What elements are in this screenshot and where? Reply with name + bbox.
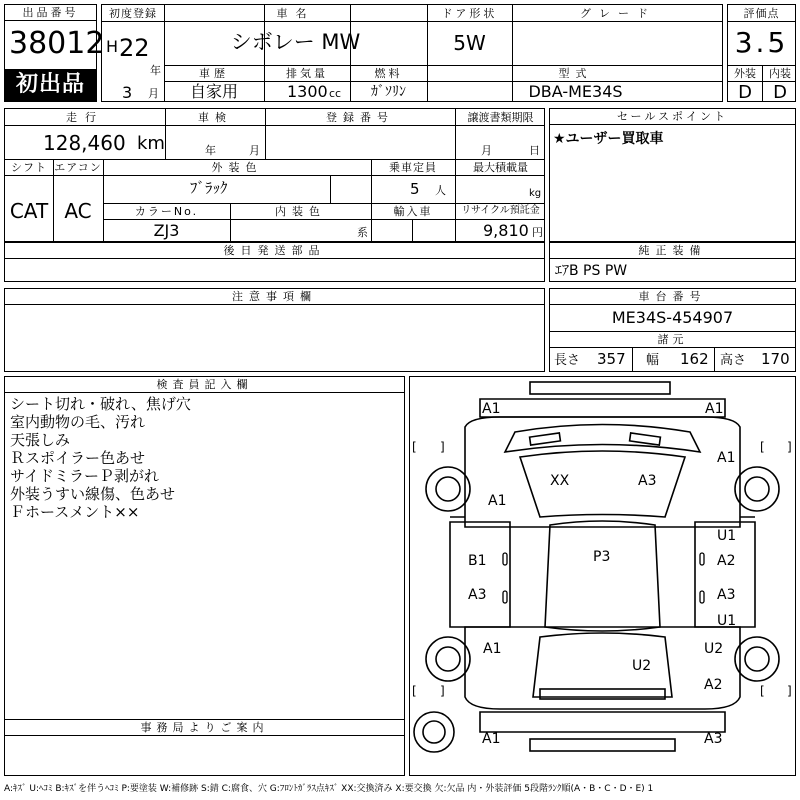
damage-right-rear-door: A3 [717, 587, 736, 603]
reg-month: 3 [122, 83, 133, 102]
capacity-label: 乗車定員 [389, 161, 437, 174]
displacement-label: 排気量 [286, 67, 328, 80]
damage-right-front-door: A2 [717, 553, 736, 569]
model: DBA-ME34S [528, 82, 623, 101]
color-no: ZJ3 [153, 221, 180, 240]
yen-unit: 円 [532, 226, 543, 239]
score: 3.5 [734, 26, 789, 59]
reg-label: 初度登録 [109, 7, 157, 20]
chassis-label: 車台番号 [550, 289, 795, 305]
cc-unit: cc [329, 87, 342, 100]
chassis-number: ME34S-454907 [611, 308, 734, 327]
fuel: ｶﾞｿﾘﾝ [371, 84, 406, 100]
inspector-box [4, 376, 405, 776]
ac: AC [64, 199, 92, 223]
note-line: 外装うすい線傷、色あせ [10, 485, 176, 503]
note-line: Ｆホースメント×× [10, 503, 140, 521]
damage-right-rear-fender: U2 [704, 641, 724, 657]
damage-diagram [409, 376, 796, 776]
svg-text:]: ] [440, 684, 445, 698]
chassis-box [549, 288, 796, 372]
era: H [106, 37, 119, 56]
svg-text:]: ] [440, 440, 445, 454]
damage-right-front-fender: A1 [717, 450, 736, 466]
lot-box [4, 4, 105, 102]
transfer-label: 譲渡書類期限 [467, 111, 534, 124]
damage-front-left: A1 [482, 401, 501, 417]
len-label: 長さ [554, 353, 581, 368]
hgt: 170 [761, 350, 790, 368]
dims-label: 諸元 [657, 333, 688, 346]
len: 357 [597, 350, 626, 368]
damage-front-right: A1 [705, 401, 724, 417]
mileage: 128,460 [43, 131, 126, 155]
svg-text:]: ] [787, 684, 792, 698]
parts-box [4, 242, 545, 282]
car-name: シボレー MW [230, 30, 361, 54]
office-label: 事務局よりご案内 [140, 721, 269, 734]
lot-label: 出品番号 [5, 5, 96, 21]
score-box [727, 4, 796, 102]
note-line: 天張しみ [10, 431, 71, 449]
damage-hood: A3 [638, 473, 657, 489]
ext-color-label: 外装色 [211, 161, 263, 174]
damage-right-rear-door-lower: U1 [717, 613, 737, 629]
import-label: 輸入車 [393, 205, 433, 218]
door-label: ドア形状 [441, 7, 498, 20]
colorno-label: カラーNo. [134, 205, 199, 218]
damage-rear-right: A3 [704, 731, 723, 747]
svg-text:[: [ [412, 440, 417, 454]
year-unit: 年 [150, 64, 161, 77]
damage-windshield: XX [550, 473, 570, 489]
door-type: 5W [453, 31, 486, 55]
note-line: Ｒスポイラー色あせ [10, 449, 146, 467]
recycle-label: リサイクル預託金 [461, 205, 540, 216]
int-color-label: 内装色 [275, 205, 326, 218]
note-line: シート切れ・破れ、焦げ穴 [10, 395, 191, 413]
damage-right-front-door-upper: U1 [717, 528, 737, 544]
sales-label: セールスポイント [550, 109, 795, 125]
ext-color: ﾌﾞﾗｯｸ [190, 179, 228, 197]
wid-label: 幅 [646, 353, 660, 368]
car-outline-diagram [410, 377, 795, 775]
model-label: 型式 [558, 67, 593, 80]
history: 自家用 [189, 82, 238, 101]
damage-right-rear-corner: A2 [704, 677, 723, 693]
inspection-label: 車検 [198, 111, 232, 124]
grade-label: グレード [580, 7, 656, 20]
damage-tailgate: U2 [632, 658, 652, 674]
carname-label: 車名 [276, 7, 315, 20]
ext-grade: D [738, 82, 752, 103]
notes-label: 注意事項欄 [5, 289, 544, 305]
svg-text:[: [ [412, 684, 417, 698]
main-header-box [101, 4, 723, 102]
damage-left-front-fender: A1 [488, 493, 507, 509]
damage-left-rear-fender: A1 [483, 641, 502, 657]
regnum-label: 登録番号 [326, 111, 394, 124]
ac-label: エアコン [54, 161, 102, 174]
displacement: 1300 [287, 82, 328, 101]
damage-roof: P3 [593, 549, 611, 565]
equip-box [549, 242, 796, 282]
int-label: 内装 [769, 67, 791, 80]
legend-footer: A:ｷｽﾞ U:ﾍｺﾐ B:ｷｽﾞを伴うﾍｺﾐ P:要塗装 W:補修跡 S:錆 C:腐食、穴 G:ﾌﾛﾝﾄｶﾞﾗｽ点ｷｽﾞ XX:交換済み X:要交換 欠:欠品 内・外装評価 5段階ﾗﾝｸ順(A・B・C・D・E) 1 [4, 784, 654, 794]
transfer-month-unit: 月 [481, 144, 492, 157]
lot-number: 38012 [9, 26, 105, 61]
person-unit: 人 [435, 184, 446, 197]
maxload-label: 最大積載量 [473, 161, 528, 174]
recycle: 9,810 [483, 221, 529, 240]
reg-year: 22 [119, 34, 150, 62]
capacity: 5 [410, 180, 420, 198]
ext-label: 外装 [734, 67, 756, 80]
shift-label: シフト [11, 161, 47, 174]
note-line: 室内動物の毛、汚れ [10, 413, 146, 431]
notes-box [4, 288, 545, 372]
equip-label: 純正装備 [550, 243, 795, 259]
sales-box [549, 108, 796, 242]
transfer-day-unit: 日 [529, 144, 540, 157]
spec-box [4, 108, 545, 242]
int-color-unit: 系 [357, 226, 368, 239]
insp-year-unit: 年 [205, 144, 216, 157]
damage-left-rear-door: A3 [468, 587, 487, 603]
note-line: サイドミラーＰ剥がれ [10, 467, 159, 485]
damage-left-front-door: B1 [468, 553, 487, 569]
sales-point: ★ユーザー買取車 [553, 131, 664, 147]
equipment: ｴｱB PS PW [555, 263, 628, 279]
hgt-label: 高さ [720, 353, 747, 368]
kg-unit: kg [529, 188, 542, 199]
svg-text:[: [ [760, 684, 765, 698]
mileage-label: 走行 [66, 111, 104, 124]
parts-label: 後日発送部品 [5, 243, 544, 259]
first-listing-badge: 初出品 [5, 69, 96, 101]
svg-text:[: [ [760, 440, 765, 454]
km-unit: km [137, 133, 165, 154]
inspector-label: 検査員記入欄 [5, 377, 404, 393]
score-label: 評価点 [743, 7, 780, 20]
shift: CAT [9, 199, 49, 223]
fuel-label: 燃料 [374, 67, 403, 80]
insp-month-unit: 月 [249, 144, 260, 157]
inspector-notes [10, 395, 191, 521]
damage-rear-left: A1 [482, 731, 501, 747]
int-grade: D [773, 82, 787, 103]
wid: 162 [680, 350, 709, 368]
history-label: 車歴 [199, 67, 229, 80]
svg-text:]: ] [787, 440, 792, 454]
month-unit: 月 [148, 87, 159, 100]
